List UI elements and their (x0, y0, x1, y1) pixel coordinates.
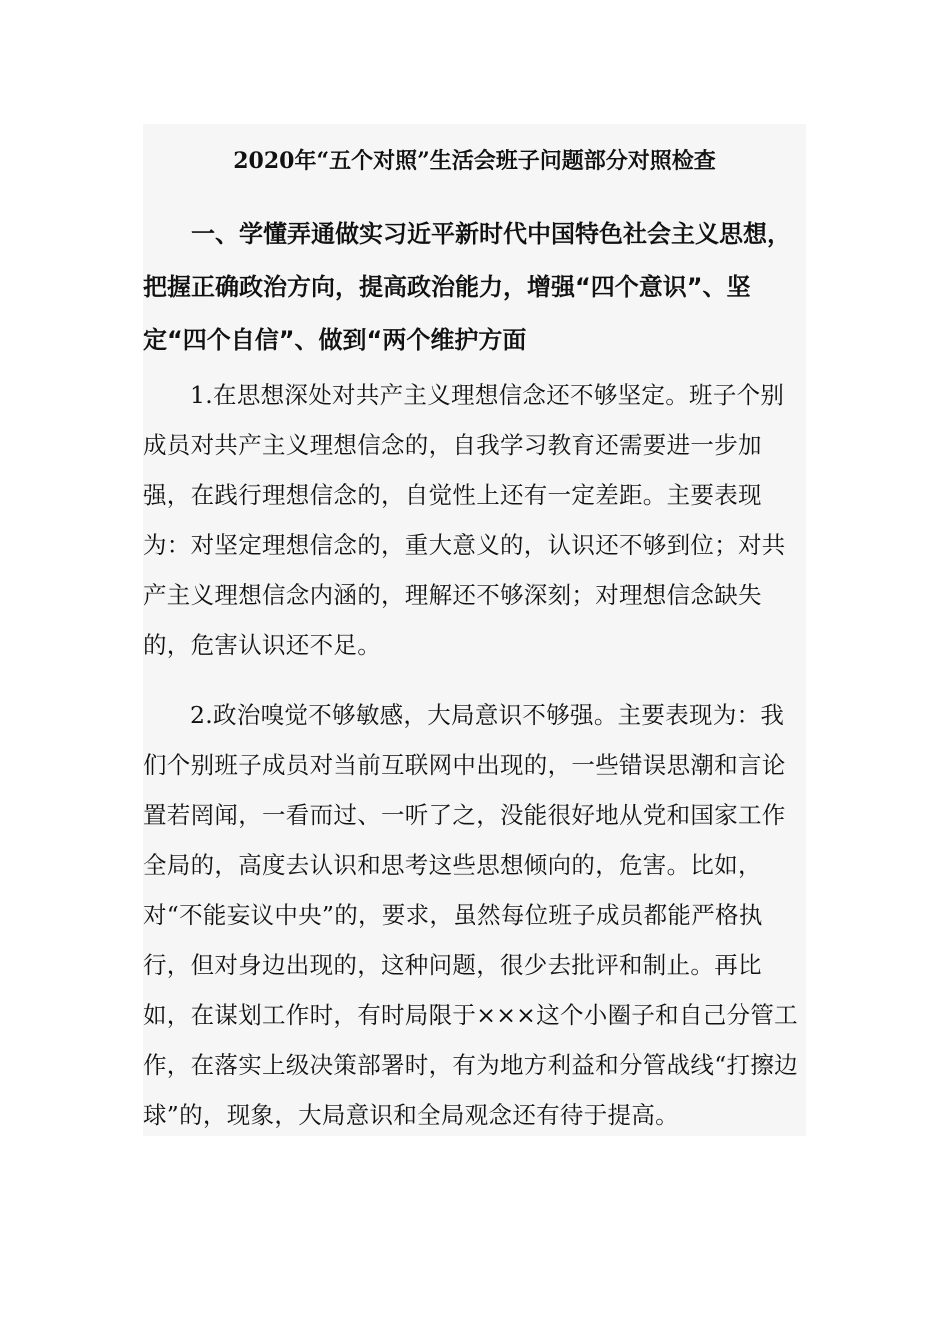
paragraph-2: 2.政治嗅觉不够敏感，大局意识不够强。主要表现为：我们个别班子成员对当前互联网中出现的，一些错误思潮和言论置若罔闻，一看而过、一听了之，没能很好地从党和国家工作全局的，高度去认识和思考这些思想倾向的，危害。比如，对“不能妄议中央”的，要求，虽然每位班子成员都能严格执行，但对身边出现的，这种问题，很少去批评和制止。再比如，在谋划工作时，有时局限于×××这个小圈子和自己分管工作，在落实上级决策部署时，有为地方利益和分管战线“打擦边球”的，现象，大局意识和全局观念还有待于提高。 (143, 701, 798, 1129)
document-title: 2020年“五个对照”生活会班子问题部分对照检查 (233, 148, 716, 174)
section-heading: 一、学懂弄通做实习近平新时代中国特色社会主义思想，把握正确政治方向，提高政治能力，增强“四个意识”、坚定“四个自信”、做到“两个维护方面 (143, 220, 791, 354)
paragraph-1: 1.在思想深处对共产主义理想信念还不够坚定。班子个别成员对共产主义理想信念的，自我学习教育还需要进一步加强，在践行理想信念的，自觉性上还有一定差距。主要表现为：对坚定理想信念的，重大意义的，认识还不够到位；对共产主义理想信念内涵的，理解还不够深刻；对理想信念缺失的，危害认识还不足。 (143, 381, 786, 659)
document-page (143, 124, 806, 1136)
